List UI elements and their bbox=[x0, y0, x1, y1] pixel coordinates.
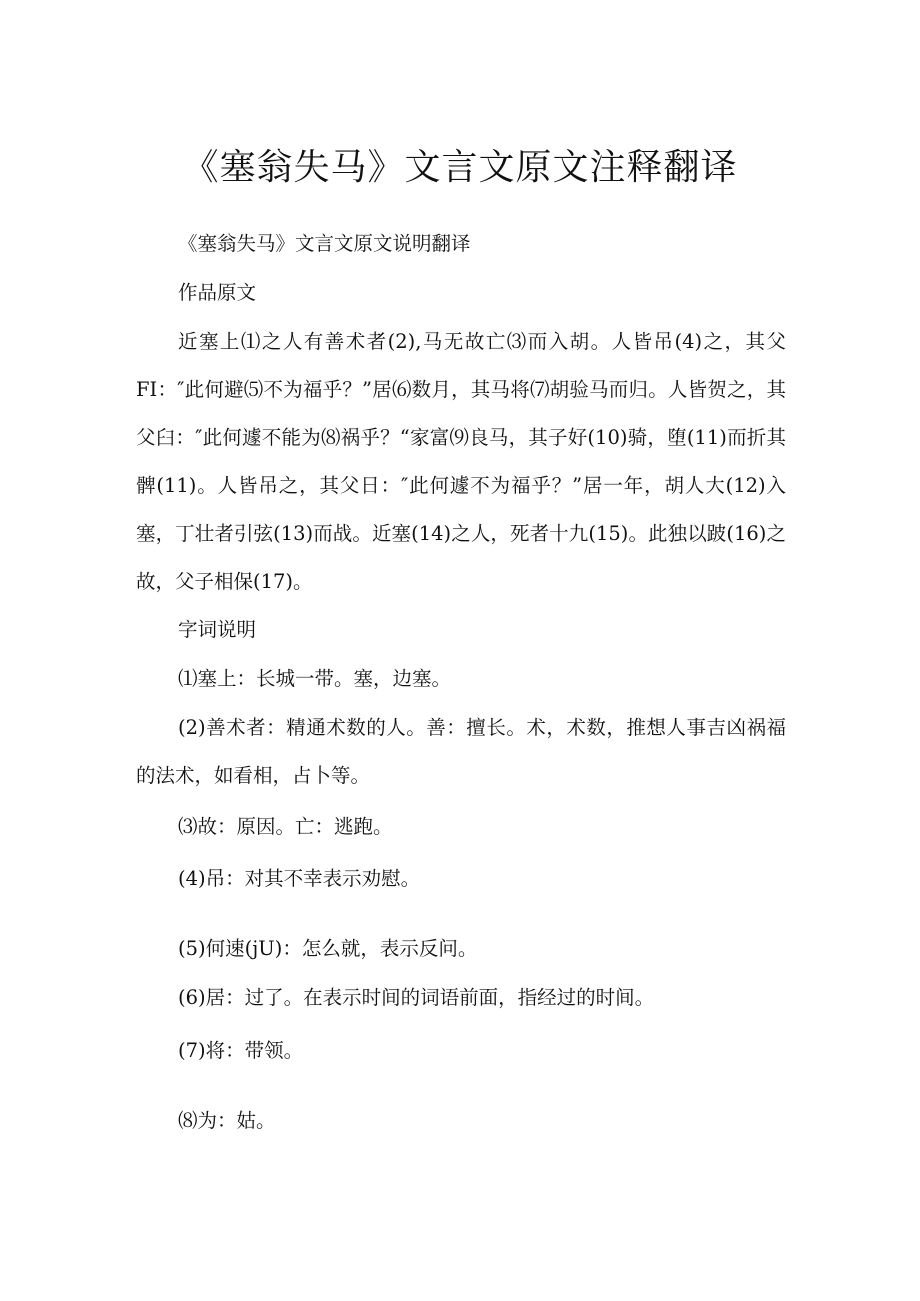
document-title: 《塞翁失马》文言文原文注释翻译 bbox=[182, 147, 738, 188]
note-item: (6)居：过了。在表示时间的词语前面，指经过的时间。 bbox=[178, 986, 655, 1009]
note-item: (5)何速(jU)：怎么就，表示反问。 bbox=[178, 937, 478, 960]
section-heading-original: 作品原文 bbox=[178, 281, 257, 304]
note-item: ⑶故：原因。亡：逃跑。 bbox=[178, 815, 393, 838]
section-heading-glossary: 字词说明 bbox=[178, 618, 257, 641]
original-text-paragraph: 近塞上⑴之人有善术者(2),马无故亡⑶而入胡。人皆吊(4)之，其父FI：″此何避⑸不为福乎？”居⑹数月，其马将⑺胡验马而归。人皆贺之，其父臼：″此何遽不能为⑻祸乎？“家富⑼良马，其子好(10)骑，堕(11)而折其髀(11)。人皆吊之，其父日：″此何遽不为福乎？”居一年，胡人大(12)入塞，丁壮者引弦(13)而战。近塞(14)之人，死者十九(15)。此独以跛(16)之故，父子相保(17)。 bbox=[136, 330, 786, 593]
note-item: ⑴塞上：长城一带。塞，边塞。 bbox=[178, 667, 452, 690]
note-item: ⑻为：姑。 bbox=[178, 1109, 276, 1132]
note-item: (7)将：带领。 bbox=[178, 1039, 304, 1062]
note-item: (2)善术者：精通术数的人。善：擅长。术，术数，推想人事吉凶祸福的法术，如看相，占卜等。 bbox=[136, 716, 786, 787]
note-item: (4)吊：对其不幸表示劝慰。 bbox=[178, 867, 421, 890]
document-subtitle: 《塞翁失马》文言文原文说明翻译 bbox=[178, 232, 471, 255]
